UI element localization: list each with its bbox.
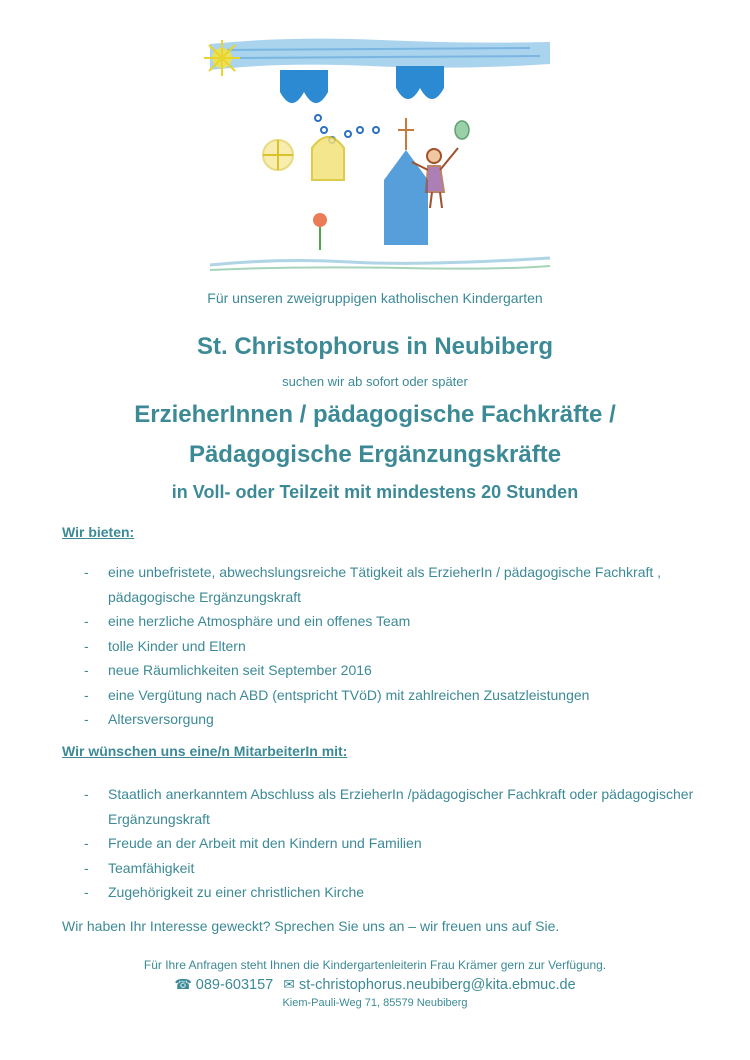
phone-icon: ☎	[174, 976, 192, 992]
subtitle: suchen wir ab sofort oder später	[282, 374, 468, 389]
job-title-line-1: ErzieherInnen / pädagogische Fachkräfte /	[134, 401, 616, 428]
working-hours: in Voll- oder Teilzeit mit mindestens 20 Stunden	[171, 482, 579, 502]
page-title: St. Christophorus in Neubiberg	[196, 333, 553, 360]
list-item: - eine herzliche Atmosphäre und ein offenes Team	[62, 609, 702, 634]
cloud-icon	[396, 66, 444, 99]
contact-details	[0, 976, 750, 993]
job-title-line-2: Pädagogische Ergänzungskräfte	[188, 441, 562, 468]
sky-scribble	[210, 39, 550, 70]
list-item: - eine unbefristete, abwechslungsreiche Tätigkeit als ErzieherIn / pädagogische Fachkraft , pädagogische Ergänzungskraft	[62, 560, 702, 609]
ball-icon	[263, 140, 293, 170]
list-item: - Zugehörigkeit zu einer christlichen Kirche	[62, 880, 702, 905]
wish-heading: Wir wünschen uns eine/n MitarbeiterIn mit:	[62, 743, 348, 759]
email-link[interactable]: st-christophorus.neubiberg@kita.ebmuc.de	[298, 977, 576, 993]
sun-icon	[204, 40, 240, 76]
cloud-icon	[280, 70, 328, 103]
grass-scribble	[210, 258, 550, 265]
contact-info: Für Ihre Anfragen steht Ihnen die Kindergartenleiterin Frau Krämer gern zur Verfügung.	[143, 958, 607, 972]
list-item: - Staatlich anerkanntem Abschluss als ErzieherIn /pädagogischer Fachkraft oder pädagogischer Ergänzungskraft	[62, 782, 702, 831]
wish-list	[62, 782, 702, 905]
intro-text: Für unseren zweigruppigen katholischen Kindergarten	[207, 290, 543, 306]
flower-icon	[313, 213, 327, 250]
list-item: - Altersversorgung	[62, 707, 702, 732]
child-drawing-illustration	[200, 30, 556, 280]
address: Kiem-Pauli-Weg 71, 85579 Neubiberg	[282, 997, 468, 1009]
church-icon	[384, 118, 428, 245]
list-item: - tolle Kinder und Eltern	[62, 634, 702, 659]
bell-icon	[312, 137, 344, 180]
offer-list	[62, 560, 702, 732]
list-item: - neue Räumlichkeiten seit September 2016	[62, 658, 702, 683]
phone-number[interactable]: 089-603157	[195, 977, 274, 993]
envelope-icon: ✉	[283, 976, 295, 992]
offer-heading: Wir bieten:	[62, 524, 135, 540]
list-item: - Teamfähigkeit	[62, 856, 702, 881]
closing-text: Wir haben Ihr Interesse geweckt? Sprechen Sie uns an – wir freuen uns auf Sie.	[62, 918, 560, 934]
balloon-icon	[455, 121, 469, 139]
list-item: - Freude an der Arbeit mit den Kindern und Familien	[62, 831, 702, 856]
list-item: - eine Vergütung nach ABD (entspricht TVöD) mit zahlreichen Zusatzleistungen	[62, 683, 702, 708]
